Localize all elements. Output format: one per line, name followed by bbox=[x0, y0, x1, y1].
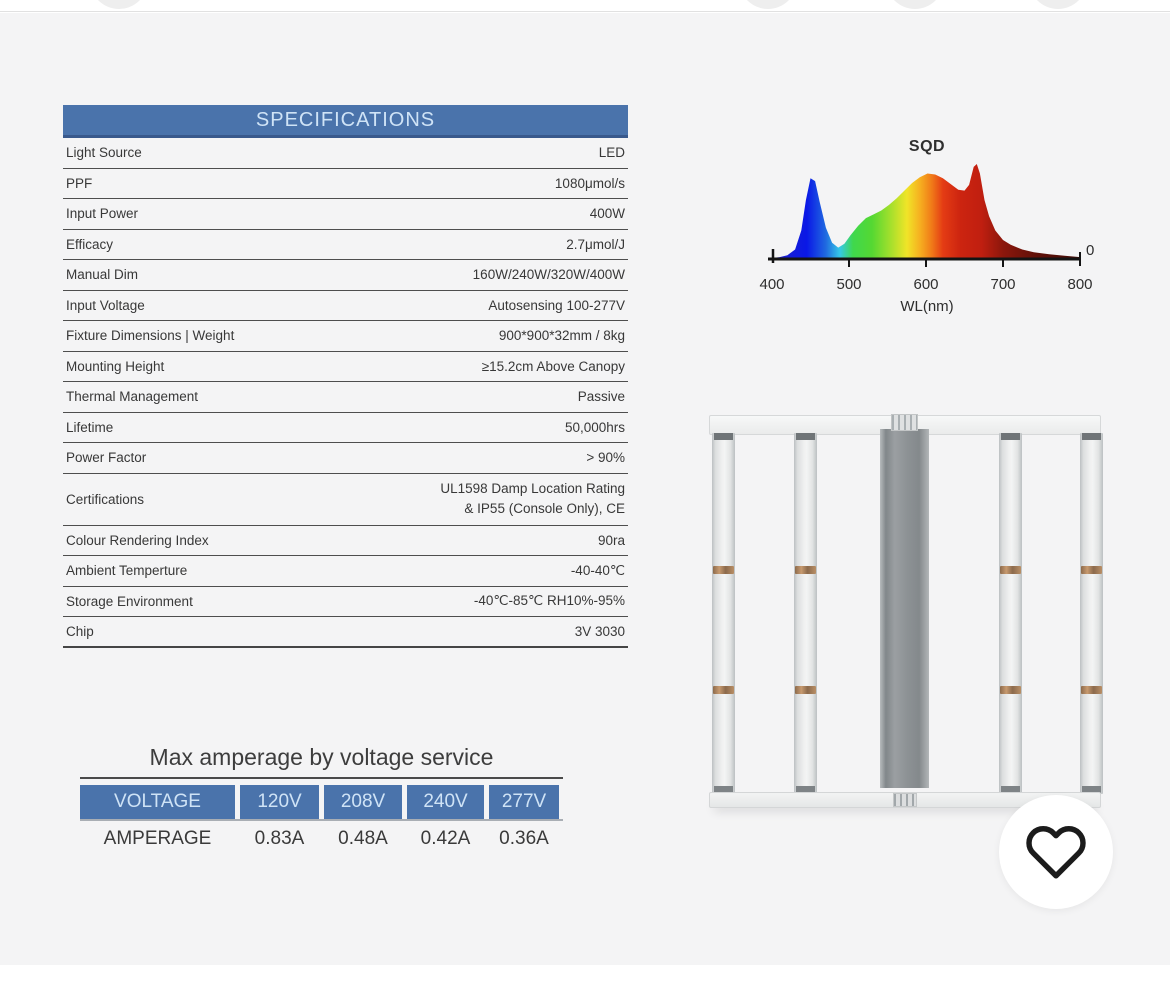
spec-label: Power Factor bbox=[66, 450, 147, 466]
spec-row-storage-environment bbox=[63, 587, 628, 618]
spec-value bbox=[440, 479, 625, 518]
spec-value: -40℃-85℃ RH10%-95% bbox=[473, 593, 625, 609]
spec-label: Thermal Management bbox=[66, 389, 199, 405]
spec-value: 160W/240W/320W/400W bbox=[472, 267, 625, 283]
spec-value: 1080μmol/s bbox=[554, 175, 625, 191]
spec-row-efficacy bbox=[63, 230, 628, 261]
spec-row-ambient-temperature bbox=[63, 556, 628, 587]
amperage-header-row bbox=[80, 785, 563, 819]
spec-label: Input Voltage bbox=[66, 297, 145, 313]
amperage-row-label: AMPERAGE bbox=[103, 828, 212, 849]
bar-clip bbox=[795, 686, 816, 694]
hanger-bracket bbox=[891, 414, 918, 431]
x-axis-label: WL(nm) bbox=[900, 298, 954, 315]
spec-label: Lifetime bbox=[66, 419, 114, 435]
bar-clip bbox=[795, 566, 816, 574]
spec-value: 90ra bbox=[597, 532, 625, 548]
specifications-title: SPECIFICATIONS bbox=[63, 105, 628, 138]
top-strip bbox=[0, 0, 1170, 12]
spec-row-certifications bbox=[63, 474, 628, 526]
amperage-value: 0.42A bbox=[420, 828, 471, 849]
amperage-value: 0.36A bbox=[499, 828, 549, 849]
spec-row-chip bbox=[63, 617, 628, 648]
x-tick-label: 400 bbox=[759, 276, 785, 293]
light-bar bbox=[712, 433, 735, 794]
spectrum-plot bbox=[766, 159, 1088, 279]
spec-value: Passive bbox=[577, 389, 625, 405]
heart-outline-icon bbox=[1025, 821, 1087, 883]
bar-connector bbox=[1001, 433, 1020, 440]
favorite-button[interactable] bbox=[999, 795, 1113, 909]
spec-row-light-source bbox=[63, 138, 628, 169]
spec-label: Manual Dim bbox=[66, 267, 139, 283]
bar-clip bbox=[713, 686, 734, 694]
spec-value: > 90% bbox=[586, 450, 625, 466]
spec-value-line-2: & IP55 (Console Only), CE bbox=[464, 501, 625, 516]
bar-clip bbox=[713, 566, 734, 574]
amperage-value-row bbox=[80, 824, 563, 854]
x-tick-label: 700 bbox=[990, 276, 1016, 293]
header-separator bbox=[80, 819, 563, 821]
light-bar bbox=[1080, 433, 1103, 794]
spectrum-area bbox=[772, 164, 1080, 259]
spec-row-fixture-dimensions bbox=[63, 321, 628, 352]
bar-clip bbox=[1000, 566, 1021, 574]
spec-value-line-1: UL1598 Damp Location Rating bbox=[440, 481, 625, 497]
specifications-table bbox=[63, 105, 628, 648]
spec-row-lifetime bbox=[63, 413, 628, 444]
amperage-value: 0.48A bbox=[338, 828, 388, 849]
amperage-table bbox=[80, 744, 563, 854]
spec-row-ppf bbox=[63, 169, 628, 200]
spec-label: PPF bbox=[66, 175, 93, 191]
hanger-bracket bbox=[893, 793, 917, 807]
spec-label: Ambient Temperture bbox=[66, 563, 188, 579]
spec-row-power-factor bbox=[63, 443, 628, 474]
spec-value: ≥15.2cm Above Canopy bbox=[481, 358, 625, 374]
header-cell-240v: 240V bbox=[407, 785, 484, 819]
spec-label: Chip bbox=[66, 623, 94, 639]
thumbnail-peek bbox=[739, 0, 797, 9]
spec-label: Input Power bbox=[66, 206, 139, 222]
spec-row-input-voltage bbox=[63, 291, 628, 322]
spec-row-thermal-management bbox=[63, 382, 628, 413]
spec-value: 900*900*32mm / 8kg bbox=[498, 328, 625, 344]
thumbnail-peek bbox=[1029, 0, 1087, 9]
spec-row-manual-dim bbox=[63, 260, 628, 291]
driver-bar bbox=[880, 429, 929, 788]
spec-value: -40-40℃ bbox=[570, 562, 625, 578]
bar-connector bbox=[796, 433, 815, 440]
header-cell-voltage: VOLTAGE bbox=[80, 785, 235, 819]
spec-value: Autosensing 100-277V bbox=[488, 297, 625, 313]
light-bar bbox=[999, 433, 1022, 794]
bar-connector bbox=[714, 433, 733, 440]
spec-label: Light Source bbox=[66, 145, 142, 161]
spec-value: LED bbox=[598, 145, 625, 161]
spec-label: Certifications bbox=[66, 491, 145, 507]
grow-light-image bbox=[705, 413, 1105, 813]
spec-value: 400W bbox=[589, 206, 625, 222]
x-tick-label: 800 bbox=[1067, 276, 1093, 293]
header-cell-277v: 277V bbox=[489, 785, 559, 819]
spec-row-mounting-height bbox=[63, 352, 628, 383]
spec-value: 50,000hrs bbox=[564, 419, 625, 435]
light-bar bbox=[794, 433, 817, 794]
spec-label: Colour Rendering Index bbox=[66, 532, 209, 548]
spec-row-cri bbox=[63, 526, 628, 557]
amperage-value: 0.83A bbox=[254, 828, 305, 849]
spec-label: Fixture Dimensions | Weight bbox=[66, 328, 235, 344]
amperage-title: Max amperage by voltage service bbox=[149, 744, 494, 770]
spec-value: 3V 3030 bbox=[574, 623, 625, 639]
x-tick-label: 500 bbox=[836, 276, 862, 293]
header-cell-208v: 208V bbox=[324, 785, 402, 819]
bar-connector bbox=[1082, 433, 1101, 440]
spec-value: 2.7μmol/J bbox=[566, 236, 625, 252]
title-underline bbox=[80, 777, 563, 779]
axis-zero-label: 0 bbox=[1086, 242, 1095, 259]
chart-title: SQD bbox=[908, 138, 946, 155]
bar-clip bbox=[1000, 686, 1021, 694]
bar-clip bbox=[1081, 686, 1102, 694]
spectrum-chart bbox=[759, 128, 1101, 328]
bar-clip bbox=[1081, 566, 1102, 574]
spec-label: Efficacy bbox=[66, 236, 114, 252]
spec-label: Storage Environment bbox=[66, 593, 193, 609]
thumbnail-peek bbox=[90, 0, 148, 9]
header-cell-120v: 120V bbox=[240, 785, 319, 819]
x-tick-label: 600 bbox=[913, 276, 939, 293]
spec-row-input-power bbox=[63, 199, 628, 230]
thumbnail-peek bbox=[886, 0, 944, 9]
spec-label: Mounting Height bbox=[66, 358, 165, 374]
